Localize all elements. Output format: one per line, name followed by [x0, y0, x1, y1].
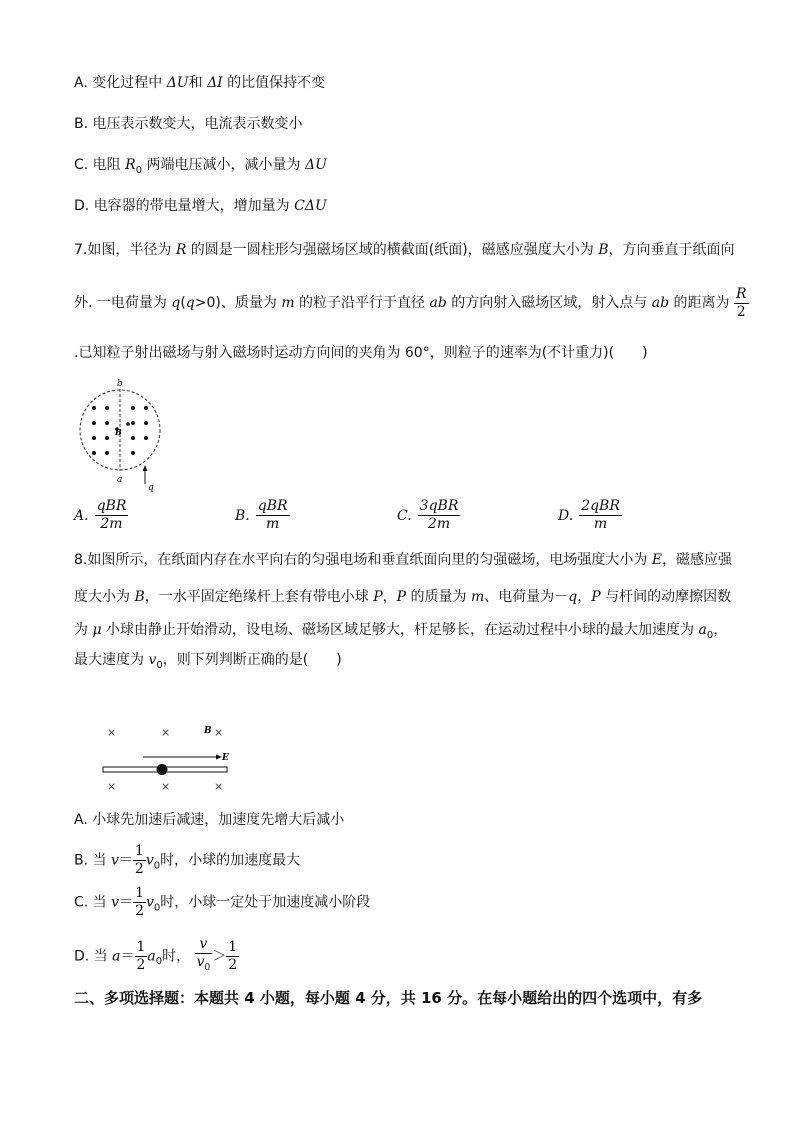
text: 7.如图，半径为 [74, 242, 176, 258]
q6-option-c [74, 155, 327, 181]
text: C. 电阻 [74, 157, 126, 173]
q8-option-a: A. 小球先加速后减速，加速度先增大后减小 [74, 812, 345, 828]
var-b: B [134, 589, 145, 605]
q7-magnetic-field-figure [70, 378, 180, 496]
var-p: P [396, 589, 407, 605]
denominator: m [593, 516, 608, 532]
q8-stem-line1 [74, 550, 732, 570]
label-field-b: B [115, 427, 122, 437]
q7-option-a [74, 498, 128, 533]
denominator: 2m [100, 516, 123, 532]
var-v: v [196, 954, 205, 970]
charged-ball-p [157, 764, 168, 775]
var-r: R [175, 242, 187, 258]
var-a: a [112, 948, 121, 965]
text: 小球由静止开始滑动，设电场、磁场区域足够大，杆足够长，在运动过程中小球的最大加速度为 [101, 622, 699, 638]
text: 两端电压减小，减小量为 [142, 157, 305, 173]
option-label: C. [397, 507, 412, 524]
var-e: E [651, 552, 663, 568]
q8-stem-line3 [74, 620, 727, 646]
text: D. 当 [74, 948, 113, 965]
text: D. 电容器的带电量增大，增加量为 [74, 198, 295, 214]
q6-option-b: B. 电压表示数变大，电流表示数变小 [74, 116, 303, 132]
numerator: qBR [96, 498, 127, 514]
text: 的方向射入磁场区域，射入点与 [446, 295, 652, 311]
q7-stem-line3: .已知粒子射出磁场与射入磁场时运动方向间的夹角为 60°，则粒子的速率为(不计重力)( ) [74, 345, 648, 361]
var-q: q [568, 589, 578, 605]
label-q: q [148, 483, 154, 493]
denominator: 2 [736, 303, 746, 320]
text: 的粒子沿平行于直径 [294, 295, 430, 311]
var-m: m [281, 295, 295, 311]
section-2-heading: 二、多项选择题：本题共 4 小题，每小题 4 分，共 16 分。在每小题给出的四个选项中，有多 [74, 989, 703, 1007]
text: 的质量为 [406, 589, 471, 605]
q6-option-d [74, 196, 327, 216]
greater-than: ＞ [212, 948, 227, 965]
q7-option-d [558, 498, 622, 533]
var-q: q [185, 295, 195, 311]
numerator: 3qBR [419, 498, 459, 514]
denominator: m [266, 516, 280, 532]
subscript: 0 [706, 629, 714, 641]
text: 最大速度为 [74, 652, 149, 668]
subscript: 0 [156, 659, 163, 671]
numerator: v [195, 936, 213, 954]
option-label: B. [235, 507, 250, 524]
label-e: E [222, 753, 229, 763]
numerator: R [735, 285, 747, 302]
text: 外. 一电荷量为 [74, 295, 172, 311]
delta-u: ΔU [166, 75, 189, 91]
q8-stem-line4 [74, 650, 342, 676]
text: ( [180, 295, 186, 311]
cross: × [161, 726, 171, 739]
fraction-one-half [226, 939, 239, 974]
text: 的距离为 [669, 295, 730, 311]
q7-option-b [235, 498, 290, 533]
q8-stem-line2 [74, 587, 731, 607]
var-ab: ab [429, 295, 447, 311]
fraction [418, 498, 461, 533]
var-a: a [147, 948, 156, 965]
equals: ＝ [119, 894, 134, 911]
fraction [579, 498, 622, 533]
text: 和 [188, 75, 208, 91]
q8-rod-field-figure [98, 718, 238, 798]
numerator: qBR [257, 498, 288, 514]
text: 为 [74, 622, 93, 638]
numerator: 1 [134, 843, 144, 859]
cross: × [161, 780, 171, 793]
denominator: 2m [427, 516, 451, 532]
var-m: m [470, 589, 485, 605]
q8-option-d [74, 936, 239, 979]
subscript: 0 [155, 956, 163, 968]
text: ，则下列判断正确的是( ) [162, 652, 342, 668]
q8-option-b [74, 843, 300, 883]
text: A. 变化过程中 [74, 75, 167, 91]
cross: × [214, 780, 224, 793]
numerator: 1 [136, 938, 146, 955]
numerator: 1 [135, 885, 144, 901]
text: 的圆是一圆柱形匀强磁场区域的横截面(纸面)，磁感应强度大小为 [186, 242, 599, 258]
var-v: v [145, 894, 154, 911]
text: ，磁感应强 [662, 552, 733, 568]
text: 时，小球一定处于加速度减小阶段 [160, 894, 371, 911]
text: ，方向垂直于纸面向 [608, 242, 735, 258]
resistor-symbol: R [125, 157, 136, 173]
label-b: b [117, 379, 123, 389]
text: 时， [162, 948, 191, 965]
fraction-r-over-2 [734, 286, 749, 321]
delta-u: ΔU [304, 157, 327, 173]
text: 的比值保持不变 [222, 75, 326, 91]
numerator: 1 [228, 938, 238, 955]
var-v: v [110, 852, 119, 869]
fraction-one-half [133, 843, 146, 878]
subscript: 0 [204, 962, 211, 973]
label-a: a [117, 475, 123, 485]
text: B. 当 [74, 852, 111, 869]
var-p: P [591, 589, 601, 605]
text: 与杆间的动摩擦因数 [600, 589, 732, 605]
text: >0)、质量为 [194, 295, 282, 311]
q7-stem-line2 [74, 283, 749, 323]
arrow-head [143, 465, 148, 471]
text: ， [382, 589, 397, 605]
text: 、电荷量为－ [484, 589, 569, 605]
q6-option-a [74, 73, 325, 93]
text: 8.如图所示，在纸面内存在水平向右的匀强电场和垂直纸面向里的匀强磁场，电场强度大小为 [74, 552, 652, 568]
text: ，一水平固定绝缘杆上套有带电小球 [144, 589, 374, 605]
fraction [256, 498, 290, 533]
subscript: 0 [153, 860, 161, 872]
var-b: B [598, 242, 609, 258]
var-a: a [698, 622, 707, 638]
denominator: 2 [228, 956, 238, 973]
var-mu: μ [92, 622, 102, 638]
delta-i: ΔI [207, 75, 223, 91]
subscript: 0 [135, 164, 143, 176]
q7-option-c [397, 498, 460, 533]
q8-option-c [74, 885, 370, 925]
subscript: 0 [153, 902, 161, 914]
cross: × [107, 726, 117, 739]
denominator [195, 954, 213, 977]
cross: × [107, 780, 117, 793]
fraction-one-half [135, 939, 148, 974]
option-label: A. [74, 507, 89, 524]
fraction [95, 498, 129, 533]
q7-stem-line1 [74, 240, 734, 260]
text: ， [577, 589, 592, 605]
denominator: 2 [135, 903, 144, 919]
equals: ＝ [118, 852, 133, 869]
var-p: P [373, 589, 383, 605]
label-b: B [204, 726, 212, 736]
cross: × [214, 726, 224, 739]
option-label: D. [558, 507, 574, 524]
numerator: 2qBR [581, 498, 620, 514]
magnetic-field-crosses [107, 726, 223, 793]
var-v: v [145, 852, 154, 869]
var-v: v [111, 894, 120, 911]
var-q: q [171, 295, 181, 311]
var-ab: ab [651, 295, 670, 311]
text: C. 当 [74, 894, 112, 911]
text: ， [713, 622, 728, 638]
equals: ＝ [120, 948, 135, 965]
denominator: 2 [134, 861, 144, 877]
text: 时，小球的加速度最大 [160, 852, 301, 869]
c-delta-u: CΔU [294, 198, 327, 214]
text: 度大小为 [74, 589, 135, 605]
fraction-one-half [133, 885, 146, 920]
var-v: v [148, 652, 157, 668]
denominator: 2 [136, 956, 146, 973]
fraction-v-over-v0 [195, 936, 213, 977]
